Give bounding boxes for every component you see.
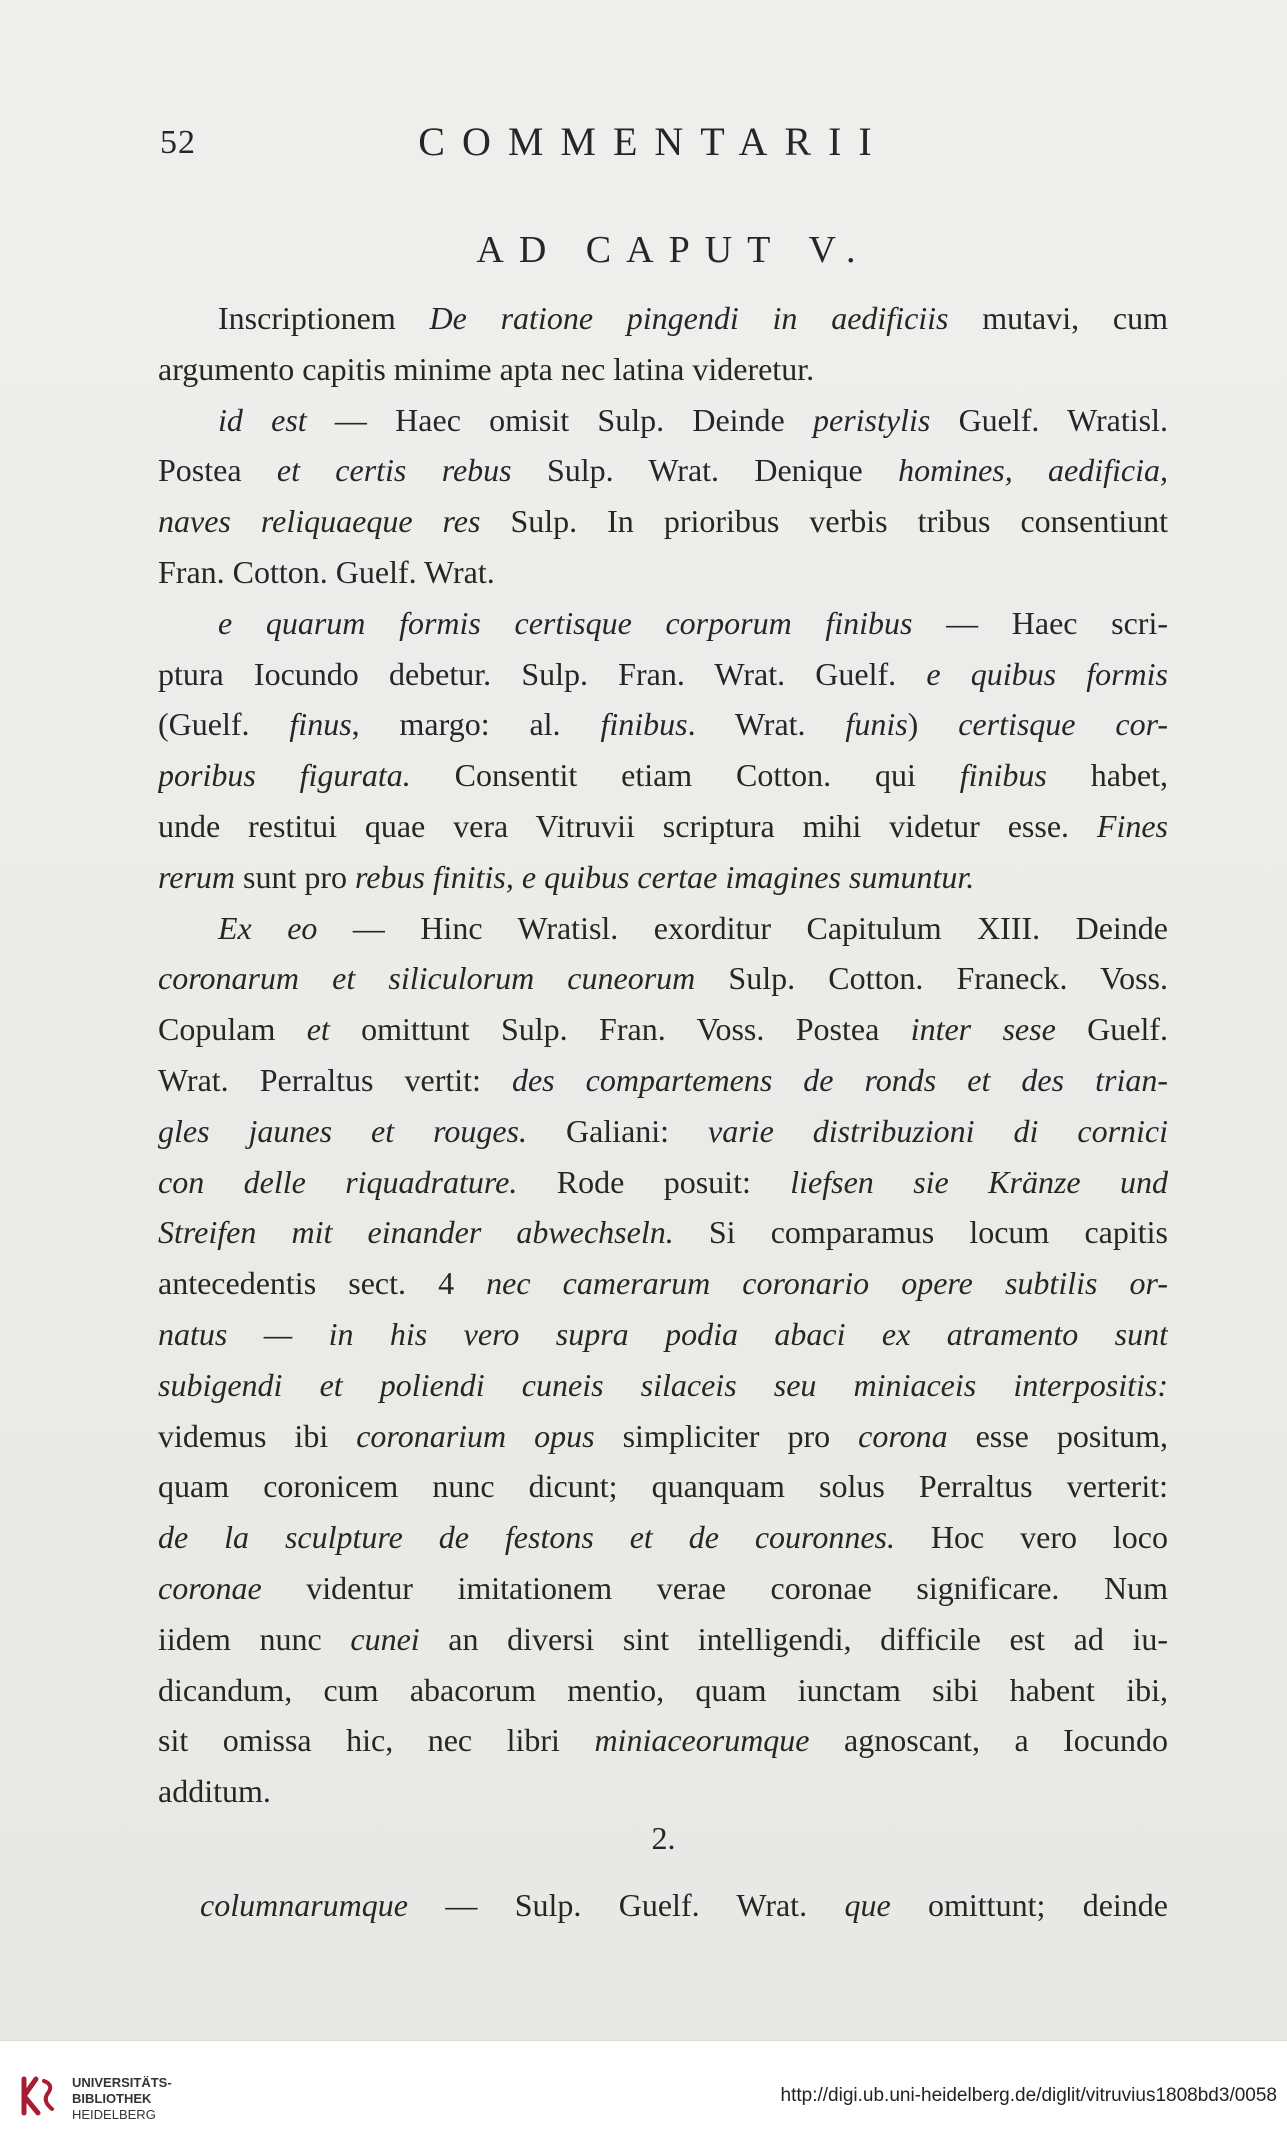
text-line bbox=[158, 1665, 1168, 1716]
text-run: unde restitui quae vera Vitruvii scriptura mihi videtur esse. bbox=[158, 807, 1097, 844]
text-line bbox=[158, 1411, 1168, 1462]
italic-text: de la sculpture de festons et de couronnes. bbox=[158, 1519, 895, 1556]
text-run: iidem nunc bbox=[158, 1620, 351, 1657]
text-line bbox=[158, 1207, 1168, 1258]
text-line bbox=[158, 903, 1168, 954]
text-run: agnoscant, a Iocundo bbox=[809, 1722, 1168, 1759]
text-run: Rode posuit: bbox=[517, 1163, 791, 1200]
text-run: sunt pro bbox=[235, 858, 356, 895]
text-line bbox=[158, 1563, 1168, 1614]
section-number: 2. bbox=[651, 1820, 676, 1856]
text-run: antecedentis sect. 4 bbox=[158, 1265, 487, 1302]
text-run: simpliciter pro bbox=[594, 1417, 859, 1454]
text-line bbox=[158, 649, 1168, 700]
italic-text: que bbox=[844, 1887, 891, 1923]
italic-text: inter sese bbox=[910, 1011, 1056, 1048]
italic-text: Ex eo bbox=[218, 909, 318, 946]
text-line bbox=[158, 1766, 1168, 1817]
text-run: — Sulp. Guelf. Wrat. bbox=[407, 1887, 845, 1923]
text-line bbox=[200, 1880, 1168, 1931]
text-run: additum. bbox=[158, 1773, 271, 1810]
italic-text: rebus finitis, e quibus certae imagines sumuntur. bbox=[355, 858, 975, 895]
text-run: , margo: al. bbox=[351, 706, 601, 743]
text-run: dicandum, cum abacorum mentio, quam iunctam sibi habent ibi, bbox=[158, 1671, 1168, 1708]
text-run: Guelf. Wratisl. bbox=[930, 401, 1168, 438]
text-run: — Haec scri- bbox=[912, 604, 1168, 641]
text-run: Fran. Cotton. Guelf. Wrat. bbox=[158, 553, 495, 590]
italic-text: e quarum formis certisque corporum finibus bbox=[218, 604, 913, 641]
text-run: (Guelf. bbox=[158, 706, 290, 743]
italic-text: et certis rebus bbox=[276, 452, 512, 489]
library-line-1: UNIVERSITÄTS- bbox=[72, 2075, 172, 2090]
italic-text: finus bbox=[289, 706, 352, 743]
text-run: ) bbox=[907, 706, 959, 743]
italic-text: con delle riquadrature. bbox=[158, 1163, 518, 1200]
commentary-text bbox=[158, 293, 1168, 1817]
italic-text: finibus bbox=[600, 706, 688, 743]
text-line bbox=[158, 1614, 1168, 1665]
text-line bbox=[158, 1055, 1168, 1106]
italic-text: De ratione pingendi in aedificiis bbox=[429, 300, 949, 336]
text-line bbox=[158, 750, 1168, 801]
text-run: Si comparamus locum capitis bbox=[673, 1214, 1168, 1251]
italic-text: poribus figurata. bbox=[158, 757, 411, 794]
text-run: Sulp. In prioribus verbis tribus consentiunt bbox=[480, 503, 1168, 540]
italic-text: des compartemens de ronds et des trian- bbox=[511, 1061, 1168, 1098]
text-run: habet, bbox=[1046, 757, 1168, 794]
text-line bbox=[158, 1360, 1168, 1411]
text-run: Consentit etiam Cotton. qui bbox=[410, 757, 960, 794]
italic-text: cunei bbox=[350, 1620, 420, 1657]
text-run: Galiani: bbox=[527, 1112, 709, 1149]
text-line bbox=[158, 1106, 1168, 1157]
text-run: an diversi sint intelligendi, difficile est ad iu- bbox=[419, 1620, 1168, 1657]
italic-text: columnarumque bbox=[200, 1887, 408, 1923]
italic-text: et bbox=[306, 1011, 330, 1048]
text-line bbox=[158, 395, 1168, 446]
section-text bbox=[200, 1880, 1168, 1931]
italic-text: coronarium opus bbox=[356, 1417, 595, 1454]
text-run: sit omissa hic, nec libri bbox=[158, 1722, 595, 1759]
text-line bbox=[158, 852, 1168, 903]
text-line bbox=[158, 699, 1168, 750]
text-line bbox=[158, 953, 1168, 1004]
text-line bbox=[158, 1004, 1168, 1055]
text-run: Hoc vero loco bbox=[894, 1519, 1168, 1556]
text-run: Guelf. bbox=[1055, 1011, 1168, 1048]
text-run: Postea bbox=[158, 452, 277, 489]
text-run: esse positum, bbox=[947, 1417, 1168, 1454]
chapter-heading: AD CAPUT V. bbox=[476, 229, 871, 271]
viewer-footer bbox=[0, 2040, 1287, 2144]
text-run: Copulam bbox=[158, 1011, 307, 1048]
text-run: videmus ibi bbox=[158, 1417, 357, 1454]
text-run: . Wrat. bbox=[687, 706, 846, 743]
text-run: ptura Iocundo debetur. Sulp. Fran. Wrat. Guelf. bbox=[158, 655, 927, 692]
italic-text: Fines bbox=[1096, 807, 1168, 844]
library-line-3: HEIDELBERG bbox=[72, 2107, 156, 2122]
text-run: videntur imitationem verae coronae significare. Num bbox=[261, 1569, 1168, 1606]
text-run: — Haec omisit Sulp. Deinde bbox=[306, 401, 813, 438]
italic-text: funis bbox=[845, 706, 908, 743]
text-line bbox=[158, 1258, 1168, 1309]
italic-text: varie distribuzioni di cornici bbox=[708, 1112, 1168, 1149]
italic-text: coronae bbox=[158, 1569, 262, 1606]
text-line bbox=[158, 547, 1168, 598]
text-run: mutavi, cum bbox=[948, 300, 1168, 336]
italic-text: id est bbox=[218, 401, 307, 438]
page-number: 52 bbox=[160, 124, 196, 161]
text-run: argumento capitis minime apta nec latina videretur. bbox=[158, 350, 815, 387]
italic-text: subigendi et poliendi cuneis silaceis seu miniaceis interpositis: bbox=[158, 1366, 1168, 1403]
text-run: — Hinc Wratisl. exorditur Capitulum XIII. Deinde bbox=[317, 909, 1168, 946]
text-line bbox=[158, 1512, 1168, 1563]
text-line bbox=[158, 801, 1168, 852]
italic-text: peristylis bbox=[813, 401, 931, 438]
text-line bbox=[158, 1157, 1168, 1208]
italic-text: corona bbox=[858, 1417, 948, 1454]
italic-text: homines, aedificia, bbox=[898, 452, 1168, 489]
italic-text: liefsen sie Kränze und bbox=[790, 1163, 1168, 1200]
text-line bbox=[158, 1309, 1168, 1360]
text-line bbox=[158, 496, 1168, 547]
italic-text: e quibus formis bbox=[926, 655, 1168, 692]
text-run: omittunt Sulp. Fran. Voss. Postea bbox=[329, 1011, 911, 1048]
text-run: Inscriptionem bbox=[218, 300, 430, 336]
italic-text: miniaceorumque bbox=[594, 1722, 810, 1759]
italic-text: rerum bbox=[158, 858, 236, 895]
library-line-2: BIBLIOTHEK bbox=[72, 2091, 152, 2106]
italic-text: coronarum et siliculorum cuneorum bbox=[158, 960, 696, 997]
text-run: Sulp. Wrat. Denique bbox=[511, 452, 899, 489]
text-run: quam coronicem nunc dicunt; quanquam solus Perraltus verterit: bbox=[158, 1468, 1168, 1505]
text-run: omittunt; deinde bbox=[890, 1887, 1168, 1923]
italic-text: nec camerarum coronario opere subtilis or- bbox=[486, 1265, 1168, 1302]
running-title: COMMENTARII bbox=[418, 119, 889, 164]
text-run: Sulp. Cotton. Franeck. Voss. bbox=[695, 960, 1168, 997]
permalink-url[interactable]: http://digi.ub.uni-heidelberg.de/diglit/vitruvius1808bd3/0058 bbox=[780, 2085, 1277, 2106]
text-line bbox=[158, 1461, 1168, 1512]
italic-text: gles jaunes et rouges. bbox=[158, 1112, 528, 1149]
text-line bbox=[158, 1715, 1168, 1766]
italic-text: natus — in his vero supra podia abaci ex atramento sunt bbox=[158, 1315, 1168, 1352]
italic-text: Streifen mit einander abwechseln. bbox=[158, 1214, 674, 1251]
italic-text: certisque cor- bbox=[958, 706, 1168, 743]
text-line bbox=[158, 445, 1168, 496]
text-run: Wrat. Perraltus vertit: bbox=[158, 1061, 512, 1098]
italic-text: finibus bbox=[959, 757, 1047, 794]
library-logo-icon bbox=[14, 2071, 64, 2121]
text-line bbox=[158, 598, 1168, 649]
text-line bbox=[158, 293, 1168, 344]
italic-text: naves reliquaeque res bbox=[158, 503, 481, 540]
library-name bbox=[72, 2075, 172, 2123]
text-line bbox=[158, 344, 1168, 395]
